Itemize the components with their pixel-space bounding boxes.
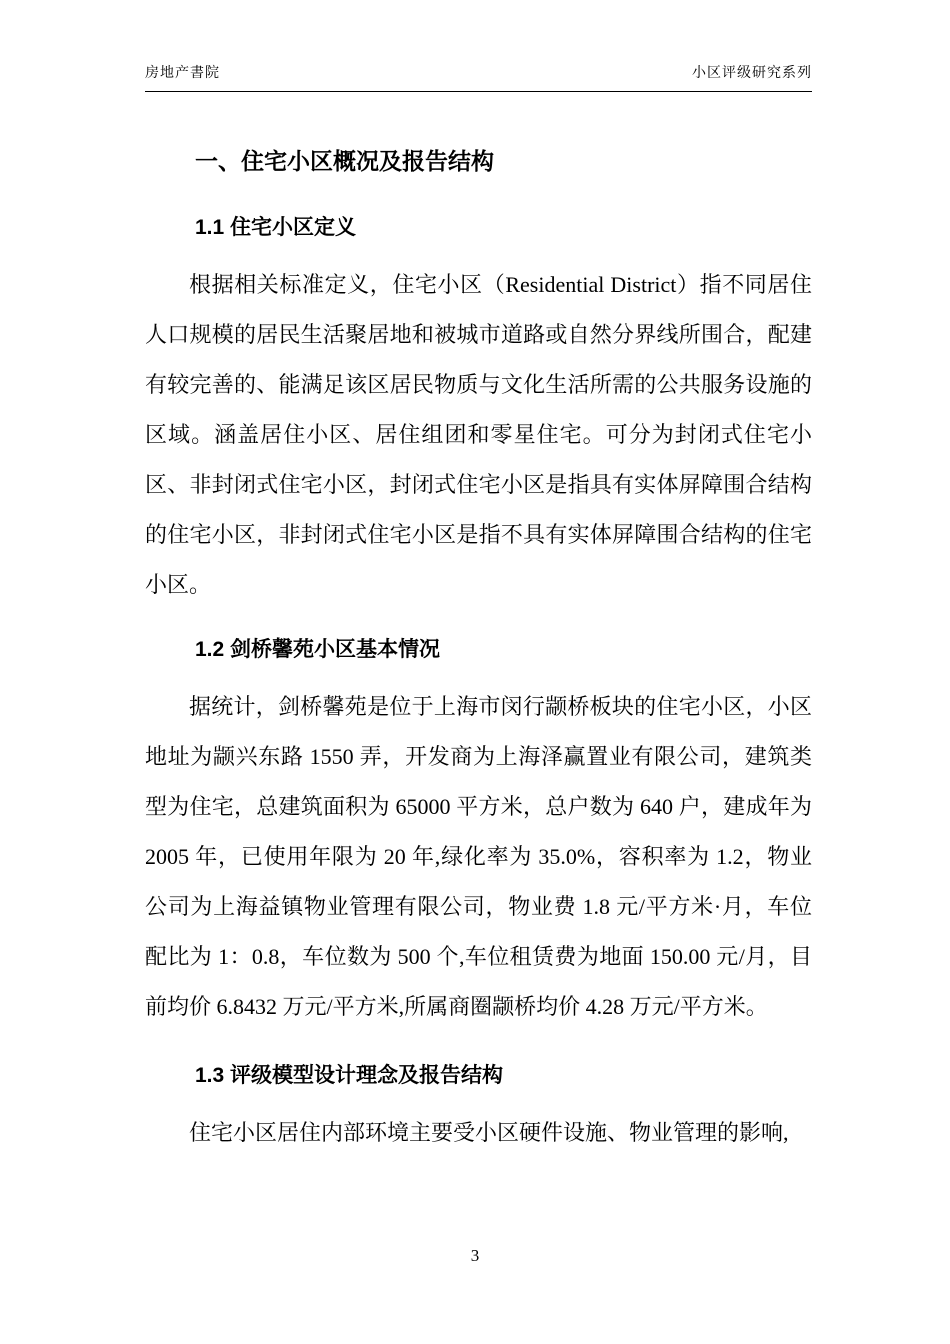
header-left-text: 房地产書院 xyxy=(145,66,220,81)
section-heading-1-2: 1.2 剑桥馨苑小区基本情况 xyxy=(195,638,441,661)
section-heading-1-3: 1.3 评级模型设计理念及报告结构 xyxy=(195,1064,504,1087)
section-body-1-2: 据统计，剑桥馨苑是位于上海市闵行颛桥板块的住宅小区，小区地址为颛兴东路 1550 弄，开发商为上海泽赢置业有限公司，建筑类型为住宅，总建筑面积为 65000 平方米，总户数为 640 户，建成年为 2005 年，已使用年限为 20 年,绿化率为 35.0%，容积率为 1.2，物业公司为上海益镇物业管理有限公司，物业费 1.8 元/平方米·月，车位配比为 1：0.8，车位数为 500 个,车位租赁费为地面 150.00 元/月，目前均价 6.8432 万元/平方米,所属商圈颛桥均价 4.28 万元/平方米。 xyxy=(145,694,812,1019)
section-heading-1-1: 1.1 住宅小区定义 xyxy=(195,216,357,239)
section-body-1-3: 住宅小区居住内部环境主要受小区硬件设施、物业管理的影响, xyxy=(189,1120,789,1145)
page-header xyxy=(145,62,812,92)
page-number: 3 xyxy=(470,1246,480,1265)
section-body-1-1: 根据相关标准定义，住宅小区（Residential District）指不同居住人口规模的居民生活聚居地和被城市道路或自然分界线所围合，配建有较完善的、能满足该区居民物质与文化生活所需的公共服务设施的区域。涵盖居住小区、居住组团和零星住宅。可分为封闭式住宅小区、非封闭式住宅小区，封闭式住宅小区是指具有实体屏障围合结构的住宅小区，非封闭式住宅小区是指不具有实体屏障围合结构的住宅小区。 xyxy=(145,272,812,597)
header-right-text: 小区评级研究系列 xyxy=(692,66,812,81)
page-footer xyxy=(0,1246,950,1266)
document-title: 一、住宅小区概况及报告结构 xyxy=(195,148,494,174)
document-content xyxy=(145,120,812,1158)
